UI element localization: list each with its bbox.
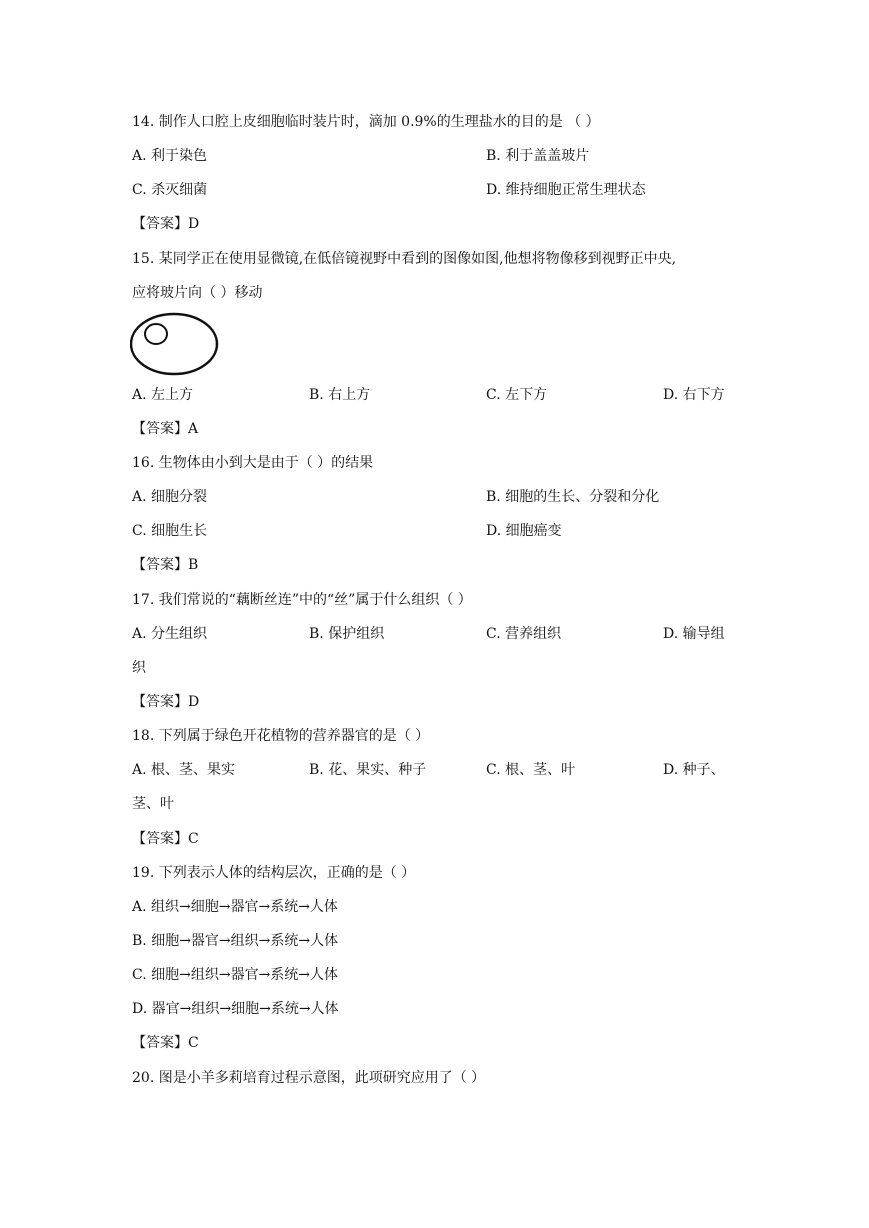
question-16-option-b: B. 细胞的生长、分裂和分化 bbox=[486, 489, 660, 505]
question-17-option-wrap: 织 bbox=[132, 660, 146, 676]
question-18-answer: 【答案】C bbox=[132, 831, 199, 847]
question-16-option-a: A. 细胞分裂 bbox=[132, 489, 208, 505]
question-18-option-b: B. 花、果实、种子 bbox=[309, 762, 427, 778]
question-15-answer: 【答案】A bbox=[132, 421, 199, 437]
question-14-option-a: A. 利于染色 bbox=[132, 148, 208, 164]
question-18-option-a: A. 根、茎、果实 bbox=[132, 762, 236, 778]
question-14-answer: 【答案】D bbox=[132, 216, 200, 232]
object-image-circle bbox=[145, 324, 167, 344]
question-17-option-a: A. 分生组织 bbox=[132, 626, 208, 642]
question-15-option-c: C. 左下方 bbox=[486, 387, 548, 403]
question-15-stem-line2: 应将玻片向（ ）移动 bbox=[132, 285, 263, 301]
question-17-option-c: C. 营养组织 bbox=[486, 626, 562, 642]
field-of-view-ellipse bbox=[131, 314, 217, 374]
question-14-option-b: B. 利于盖盖玻片 bbox=[486, 148, 590, 164]
question-20-stem: 20. 图是小羊多莉培育过程示意图，此项研究应用了（ ） bbox=[132, 1070, 486, 1086]
question-14-option-d: D. 维持细胞正常生理状态 bbox=[486, 182, 646, 198]
question-17-option-b: B. 保护组织 bbox=[309, 626, 385, 642]
question-16-stem: 16. 生物体由小到大是由于（ ）的结果 bbox=[132, 455, 374, 471]
question-19-option-c: C. 细胞→组织→器官→系统→人体 bbox=[132, 967, 339, 983]
question-19-option-b: B. 细胞→器官→组织→系统→人体 bbox=[132, 933, 339, 949]
question-19-answer: 【答案】C bbox=[132, 1035, 199, 1051]
question-19-option-d: D. 器官→组织→细胞→系统→人体 bbox=[132, 1001, 339, 1017]
question-18-option-d: D. 种子、 bbox=[663, 762, 725, 778]
question-15-option-a: A. 左上方 bbox=[132, 387, 194, 403]
question-18-option-c: C. 根、茎、叶 bbox=[486, 762, 576, 778]
question-16-answer: 【答案】B bbox=[132, 557, 199, 573]
question-16-option-d: D. 细胞癌变 bbox=[486, 523, 562, 539]
question-17-answer: 【答案】D bbox=[132, 694, 200, 710]
microscope-field-diagram bbox=[130, 312, 222, 378]
question-18-option-wrap: 茎、叶 bbox=[132, 796, 174, 812]
question-15-option-b: B. 右上方 bbox=[309, 387, 371, 403]
question-18-stem: 18. 下列属于绿色开花植物的营养器官的是（ ） bbox=[132, 728, 430, 744]
question-17-option-d: D. 输导组 bbox=[663, 626, 725, 642]
question-17-stem: 17. 我们常说的“藕断丝连”中的“丝”属于什么组织（ ） bbox=[132, 592, 472, 608]
question-14-stem: 14. 制作人口腔上皮细胞临时装片时，滴加 0.9%的生理盐水的目的是 （ ） bbox=[132, 114, 600, 130]
question-14-option-c: C. 杀灭细菌 bbox=[132, 182, 208, 198]
question-15-option-d: D. 右下方 bbox=[663, 387, 725, 403]
question-16-option-c: C. 细胞生长 bbox=[132, 523, 208, 539]
question-15-stem-line1: 15. 某同学正在使用显微镜,在低倍镜视野中看到的图像如图,他想将物像移到视野正中央, bbox=[132, 251, 677, 267]
question-19-stem: 19. 下列表示人体的结构层次，正确的是（ ） bbox=[132, 865, 416, 881]
question-19-option-a: A. 组织→细胞→器官→系统→人体 bbox=[132, 899, 338, 915]
